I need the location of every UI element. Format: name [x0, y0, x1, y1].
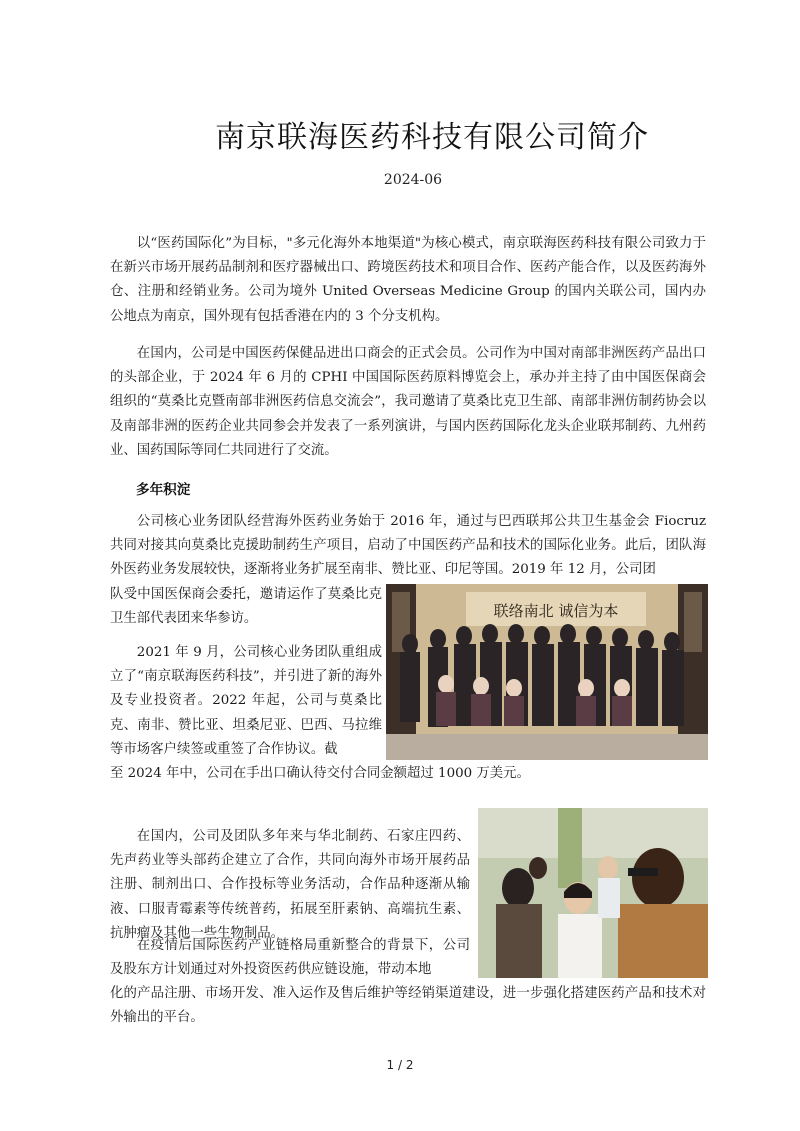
partnership-paragraph: 在国内，公司及团队多年来与华北制药、石家庄四药、先声药业等头部药企建立了合作，共同向海外市场开展药品注册、制剂出口、合作投标等业务活动，合作品种逐渐从输液、口服青霉素等传统普药，拓展至肝素钠、高端抗生素、抗肿瘤及其他一些生物制品。 [110, 829, 470, 941]
supply-chain-paragraph-continued: 化的产品注册、市场开发、准入运作及售后维护等经销渠道建设，进一步强化搭建医药产品和技术对外输出的平台。 [110, 986, 706, 1026]
reorganization-paragraph-continued: 至 2024 年中，公司在手出口确认待交付合同金额超过 1000 万美元。 [110, 766, 530, 781]
section-heading: 多年积淀 [136, 482, 191, 498]
photo-banner-text: 联络南北 诚信为本 [493, 602, 619, 620]
domestic-paragraph: 在国内，公司是中国医药保健品进出口商会的正式会员。公司作为中国对南部非洲医药产品出口的头部企业，于 2024 年 6 月的 CPHI 中国国际医药原料博览会上，承办并主持了由中国医保商会组织的“莫桑比克暨南部非洲医药信息交流会”，我司邀请了莫桑比克卫生部、南部非洲仿制药协会以及南部非洲的医药企业共同参会并发表了一系列演讲，与国内医药国际化龙头企业联邦制药、九州药业、国药国际等同仁共同进行了交流。 [110, 346, 706, 458]
history-paragraph: 公司核心业务团队经营海外医药业务始于 2016 年，通过与巴西联邦公共卫生基金会 Fiocruz 共同对接其向莫桑比克援助制药生产项目，启动了中国医药产品和技术的国际化业务。此后，团队海外医药业务发展较快，逐渐将业务扩展至南非、赞比亚、印尼等国。2019 年 12 月，公司团 [110, 514, 706, 578]
intro-paragraph: 以“医药国际化”为目标，"多元化海外本地渠道"为核心模式，南京联海医药科技有限公司致力于在新兴市场开展药品制剂和医疗器械出口、跨境医药技术和项目合作、医药产能合作，以及医药海外仓、注册和经销业务。公司为境外 United Overseas Medicine Group 的国内关联公司，国内办公地点为南京，国外现有包括香港在内的 3 个分支机构。 [110, 236, 706, 324]
document-date: 2024-06 [383, 172, 443, 188]
meeting-photo-illustration [478, 808, 708, 978]
group-photo-illustration [386, 584, 708, 760]
reorganization-paragraph: 2021 年 9 月，公司核心业务团队重组成立了“南京联海医药科技”，并引进了新的海外及专业投资者。2022 年起，公司与莫桑比克、南非、赞比亚、坦桑尼亚、巴西、马拉维等市场客户续签或重签了合作协议。截 [110, 645, 382, 757]
document-title: 南京联海医药科技有限公司简介 [215, 120, 649, 155]
supply-chain-paragraph: 在疫情后国际医药产业链格局重新整合的背景下，公司及股东方计划通过对外投资医药供应链设施，带动本地 [110, 938, 470, 978]
group-photo [386, 584, 708, 760]
history-paragraph-continued: 队受中国医保商会委托，邀请运作了莫桑比克卫生部代表团来华参访。 [110, 587, 382, 627]
meeting-photo [478, 808, 708, 978]
page-indicator: 1 / 2 [386, 1058, 414, 1072]
